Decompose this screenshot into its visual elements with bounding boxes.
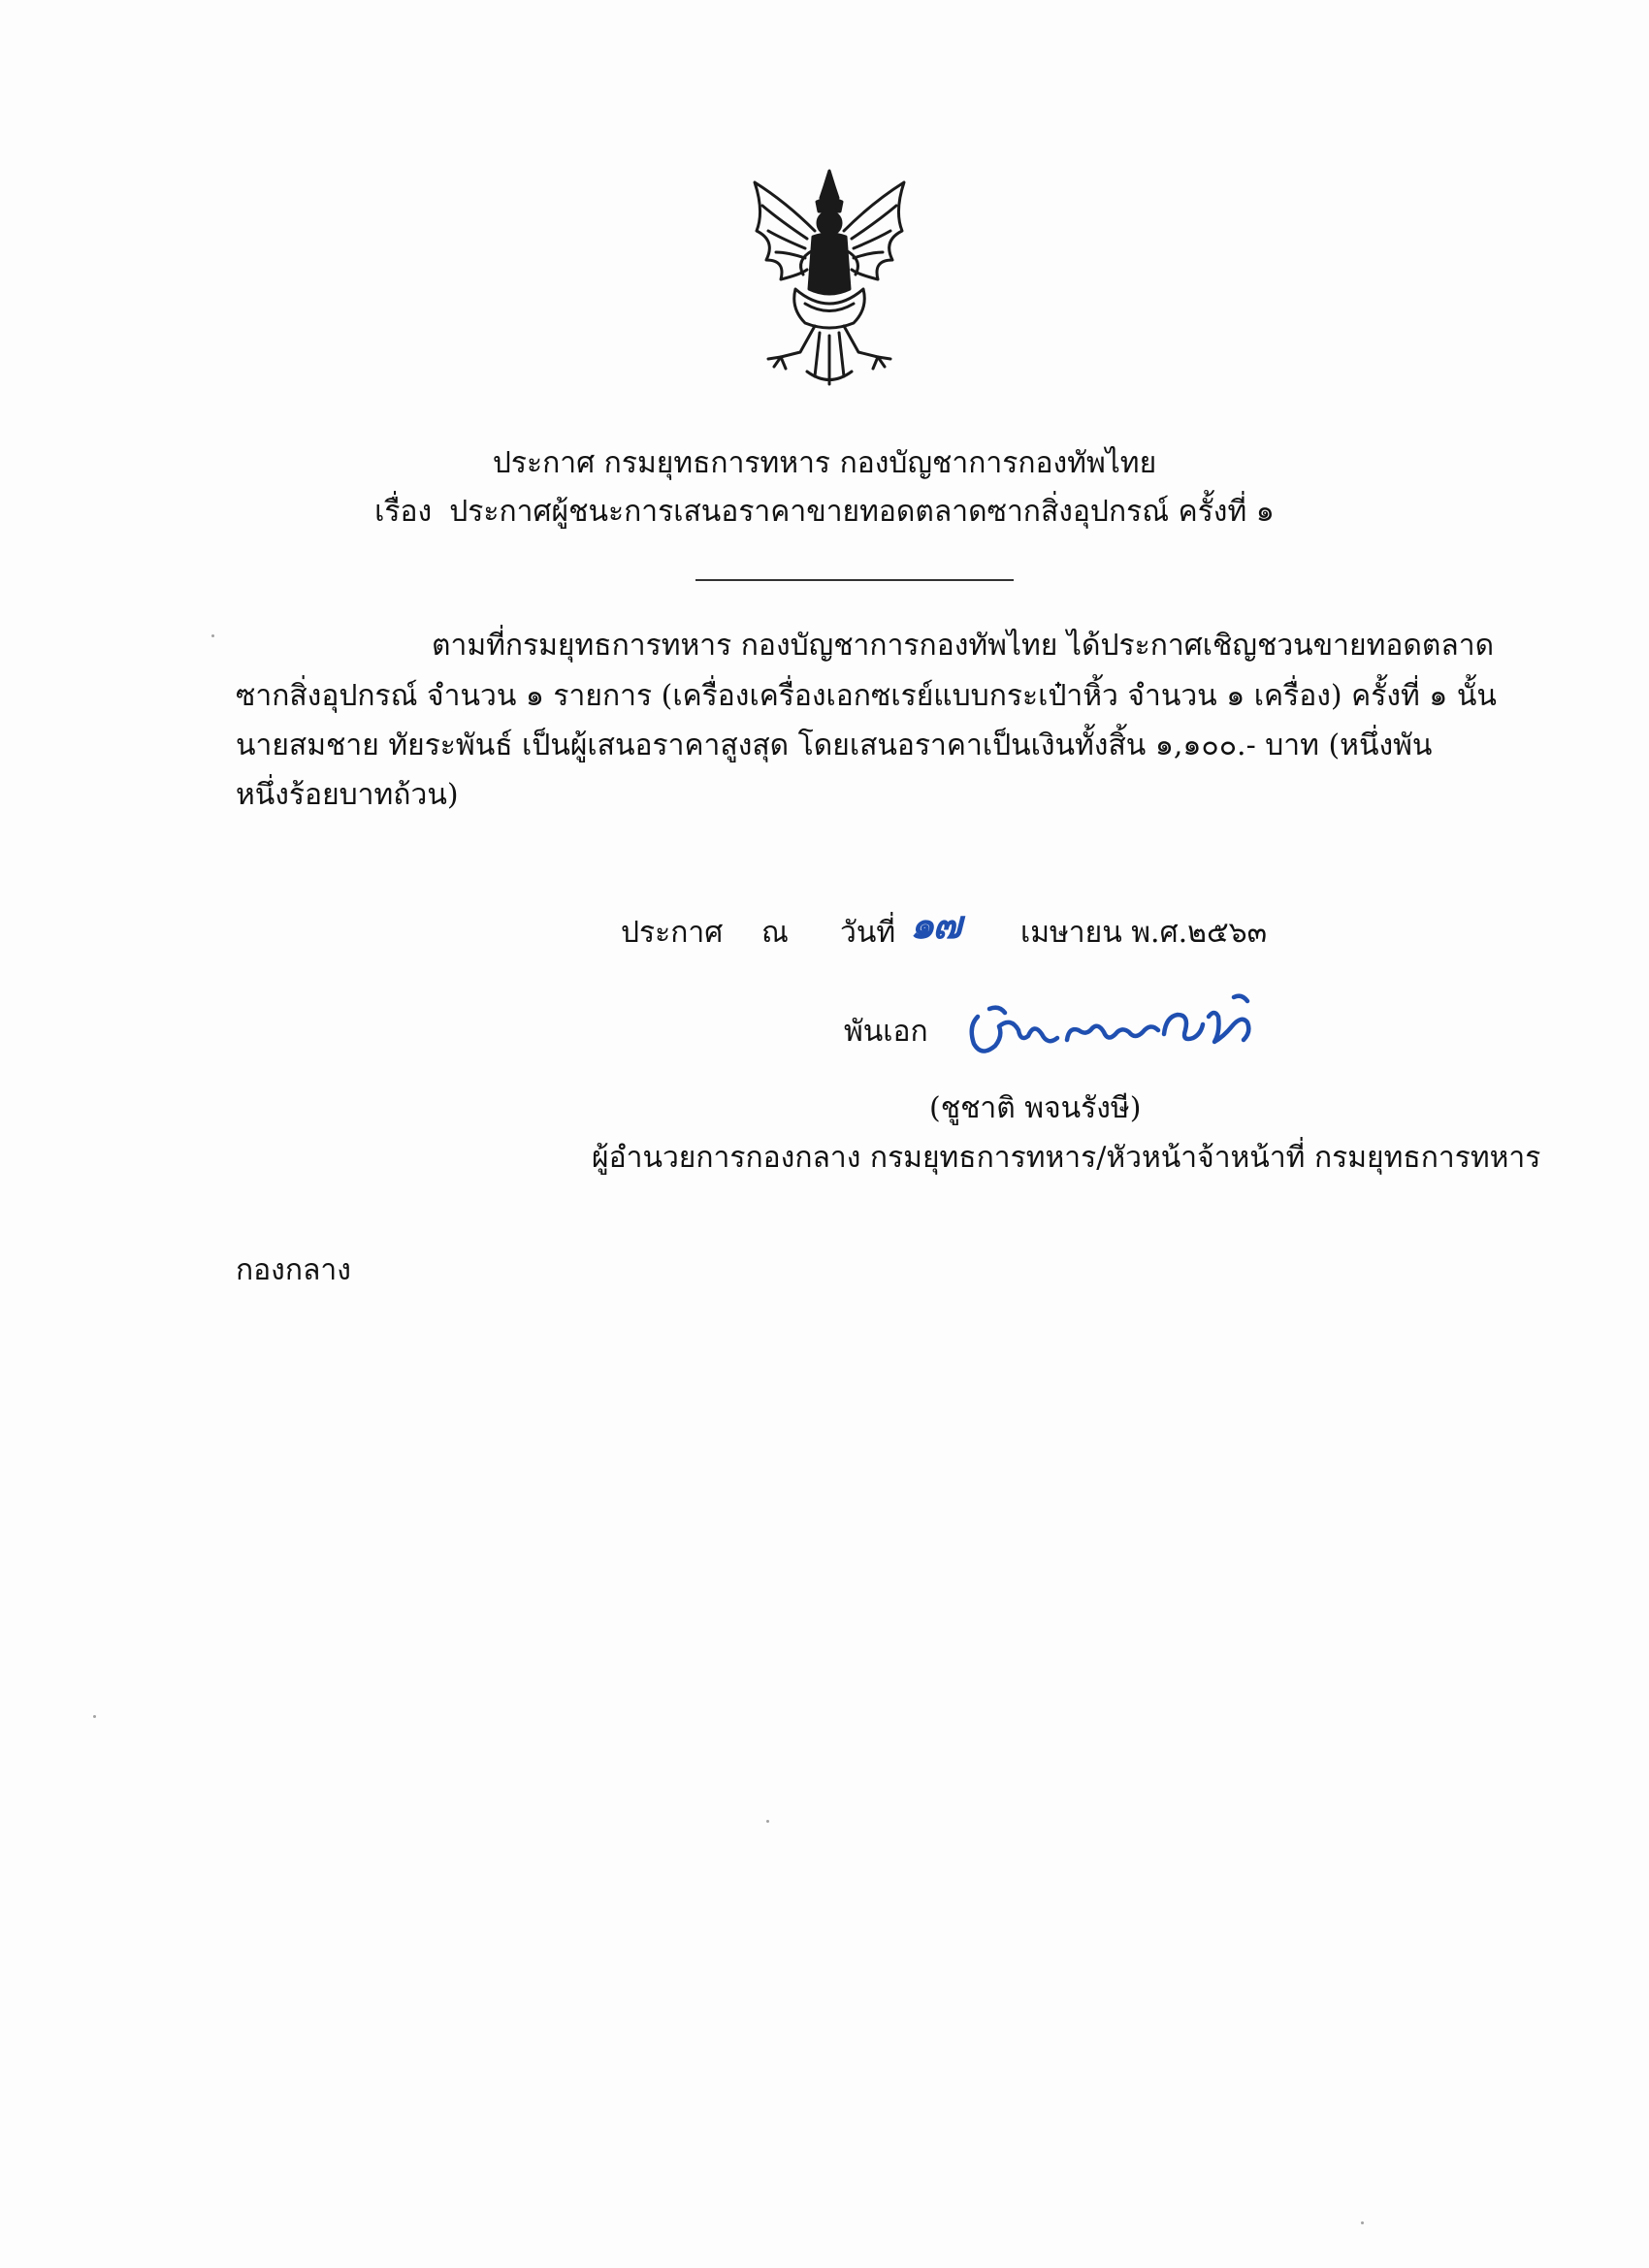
body-line: ซากสิ่งอุปกรณ์ จำนวน ๑ รายการ (เครื่องเครื่องเอกซเรย์แบบกระเป๋าหิ้ว จำนวน ๑ เครื่อง) ครั้งที่ ๑ นั้น — [236, 679, 1497, 713]
subject-text: ประกาศผู้ชนะการเสนอราคาขายทอดตลาดซากสิ่งอุปกรณ์ ครั้งที่ ๑ — [449, 495, 1275, 529]
date-day-label: วันที่ — [840, 916, 896, 950]
body-line: นายสมชาย ทัยระพันธ์ เป็นผู้เสนอราคาสูงสุด โดยเสนอราคาเป็นเงินทั้งสิ้น ๑,๑๐๐.- บาท (หนึ่งพัน — [236, 729, 1433, 762]
announcement-title: ประกาศ กรมยุทธการทหาร กองบัญชาการกองทัพไทย — [492, 446, 1157, 480]
date-announce-label: ประกาศ — [621, 916, 724, 950]
signatory-name: (ชูชาติ พจนรังษี) — [929, 1091, 1142, 1125]
body-line: ตามที่กรมยุทธการทหาร กองบัญชาการกองทัพไทย ได้ประกาศเชิญชวนขายทอดตลาด — [432, 629, 1495, 663]
signatory-position: ผู้อำนวยการกองกลาง กรมยุทธการทหาร/หัวหน้าจ้าหน้าที่ กรมยุทธการทหาร — [592, 1141, 1541, 1175]
header-divider — [695, 579, 1014, 581]
date-at-label: ณ — [761, 916, 789, 950]
garuda-emblem-icon — [747, 163, 912, 391]
issuing-department: กองกลาง — [236, 1253, 351, 1287]
date-month-year: เมษายน พ.ศ.๒๕๖๓ — [1020, 916, 1268, 950]
signatory-rank: พันเอก — [844, 1015, 928, 1049]
announcement-subject — [0, 493, 1649, 532]
body-line: หนึ่งร้อยบาทถ้วน) — [236, 778, 459, 812]
subject-label: เรื่อง — [374, 495, 433, 529]
date-day-handwritten: ๑๗ — [910, 903, 960, 948]
handwritten-signature — [960, 988, 1261, 1070]
